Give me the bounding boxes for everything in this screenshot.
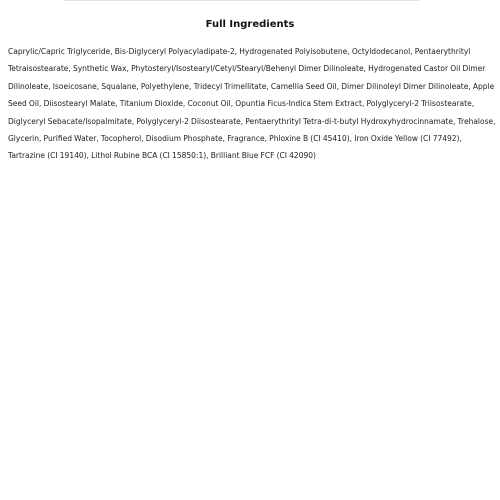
page-title: Full Ingredients [205, 18, 295, 30]
top-divider [64, 0, 419, 1]
ingredients-list: Caprylic/Capric Triglyceride, Bis-Diglyceryl Polyacyladipate-2, Hydrogenated Polyisobutene, Octyldodecanol, Pentaerythrityl Tetraisostearate, Synthetic Wax, Phytosteryl/Isostearyl/Cetyl/Stearyl/Behenyl Dimer Dilinoleate, Hydrogenated Castor Oil Dimer Dilinoleate, Isoeicosane, Squalane, Polyethylene, Tridecyl Trimellitate, Camellia Seed Oil, Dimer Dilinoleyl Dimer Dilinoleate, Apple Seed Oil, Diisostearyl Malate, Titanium Dioxide, Coconut Oil, Opuntia Ficus-Indica Stem Extract, Polyglyceryl-2 Triisostearate, Diglyceryl Sebacate/Isopalmitate, Polyglyceryl-2 Diisostearate, Pentaerythrityl Tetra-di-t-butyl Hydroxyhydrocinnamate, Trehalose, Glycerin, Purified Water, Tocopherol, Disodium Phosphate, Fragrance, Phloxine B (CI 45410), Iron Oxide Yellow (CI 77492), Tartrazine (CI 19140), Lithol Rubine BCA (CI 15850:1), Brilliant Blue FCF (CI 42090) [8, 47, 496, 161]
